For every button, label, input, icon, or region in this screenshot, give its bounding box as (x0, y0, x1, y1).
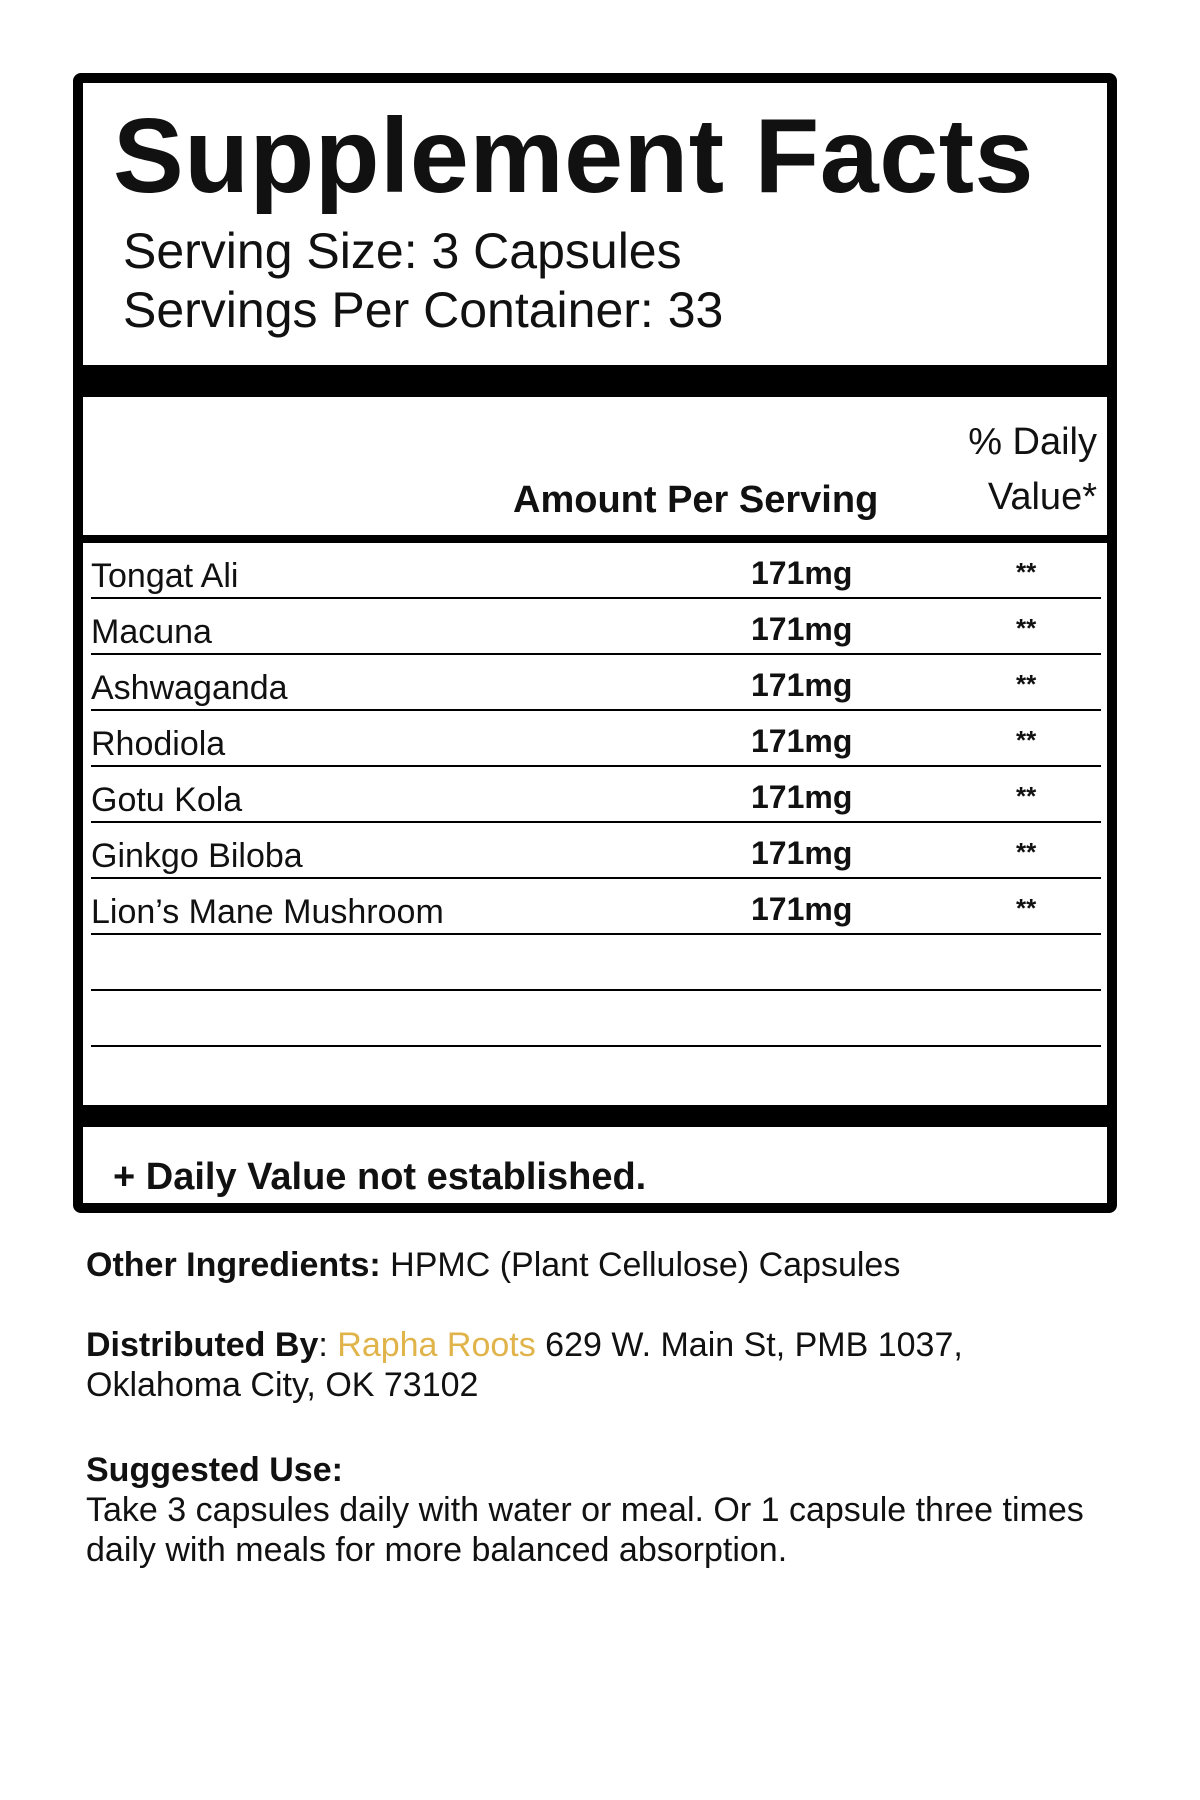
distributed-by-separator: : (318, 1326, 338, 1364)
ingredient-row (91, 655, 1101, 711)
daily-value-footnote: + Daily Value not established. (113, 1156, 647, 1198)
servings-per-container: Servings Per Container: 33 (123, 282, 724, 338)
daily-value-header-line2: Value* (987, 476, 1097, 518)
ingredient-name: Lion’s Mane Mushroom (91, 892, 444, 931)
other-ingredients-label: Other Ingredients: (86, 1246, 381, 1284)
ingredient-name: Rhodiola (91, 724, 226, 763)
ingredient-amount: 171mg (751, 891, 853, 927)
serving-size: Serving Size: 3 Capsules (123, 223, 682, 279)
ingredient-daily-value: ** (1016, 613, 1037, 643)
ingredient-daily-value: ** (1016, 837, 1037, 867)
ingredient-name: Tongat Ali (91, 556, 239, 595)
brand-name: Rapha Roots (337, 1326, 536, 1364)
thick-divider-top (83, 365, 1107, 397)
other-ingredients (86, 1245, 900, 1285)
ingredient-name: Ashwaganda (91, 668, 288, 707)
ingredient-amount: 171mg (751, 611, 853, 647)
suggested-use-label: Suggested Use: (86, 1451, 343, 1489)
ingredient-name: Ginkgo Biloba (91, 836, 303, 875)
ingredient-daily-value: ** (1016, 893, 1037, 923)
suggested-use-text: Take 3 capsules daily with water or meal. Or 1 capsule three times daily with meals for more balanced absorption. (86, 1491, 1084, 1569)
ingredient-daily-value: ** (1016, 557, 1037, 587)
ingredient-row (91, 823, 1101, 879)
ingredient-daily-value: ** (1016, 781, 1037, 811)
ingredient-amount: 171mg (751, 723, 853, 759)
suggested-use (86, 1450, 1116, 1570)
header-divider (83, 535, 1107, 543)
ingredient-amount: 171mg (751, 555, 853, 591)
ingredient-daily-value: ** (1016, 669, 1037, 699)
ingredient-table (91, 543, 1101, 1097)
empty-row (91, 1047, 1101, 1097)
ingredient-amount: 171mg (751, 779, 853, 815)
ingredient-row (91, 767, 1101, 823)
ingredient-amount: 171mg (751, 835, 853, 871)
distributed-by-label: Distributed By (86, 1326, 319, 1364)
distributed-by (86, 1325, 1116, 1405)
ingredient-amount: 171mg (751, 667, 853, 703)
supplement-facts-panel (73, 73, 1117, 1213)
ingredient-row (91, 543, 1101, 599)
ingredient-name: Macuna (91, 612, 212, 651)
empty-row (91, 935, 1101, 991)
daily-value-header (968, 415, 1097, 525)
ingredient-daily-value: ** (1016, 725, 1037, 755)
distributor-address: 629 W. Main St, PMB 1037, Oklahoma City, OK 73102 (86, 1326, 963, 1404)
ingredient-row (91, 599, 1101, 655)
ingredient-row (91, 879, 1101, 935)
empty-row (91, 991, 1101, 1047)
other-ingredients-value: HPMC (Plant Cellulose) Capsules (380, 1246, 901, 1284)
panel-title: Supplement Facts (113, 97, 1034, 215)
ingredient-name: Gotu Kola (91, 780, 243, 819)
thick-divider-bottom (83, 1105, 1107, 1127)
amount-per-serving-header: Amount Per Serving (513, 479, 879, 521)
ingredient-row (91, 711, 1101, 767)
daily-value-header-line1: % Daily (968, 421, 1097, 463)
